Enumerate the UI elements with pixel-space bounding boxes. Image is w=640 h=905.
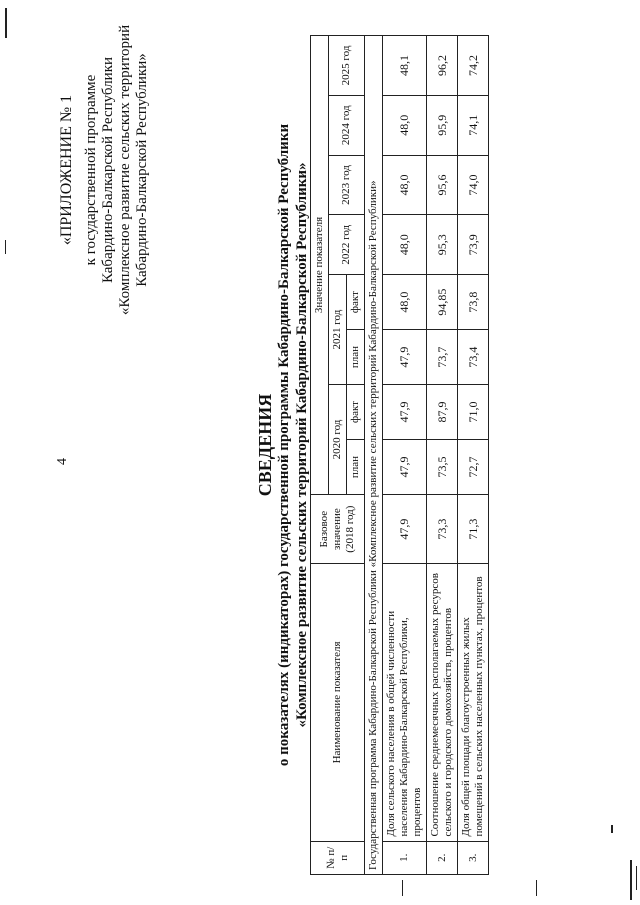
row-plan-2021: 47,9 xyxy=(383,330,427,385)
row-value-2022: 95,3 xyxy=(427,215,458,275)
row-indicator-name: Доля сельского населения в общей численности населения Кабардино-Балкарской Республики, процентов xyxy=(383,564,427,841)
row-value-2024: 74,1 xyxy=(458,95,489,155)
row-base-value: 71,3 xyxy=(458,494,489,563)
row-number: 1. xyxy=(383,841,427,874)
row-fact-2020: 47,9 xyxy=(383,385,427,440)
row-value-2025: 74,2 xyxy=(458,36,489,96)
header-number: № п/п xyxy=(311,841,365,874)
indicators-table xyxy=(310,35,489,875)
header-value-group: Значение показателя xyxy=(311,36,329,495)
header-year-2024: 2024 год xyxy=(329,95,365,155)
row-value-2023: 48,0 xyxy=(383,155,427,215)
table-row xyxy=(458,36,489,875)
header-year-2023: 2023 год xyxy=(329,155,365,215)
row-value-2024: 95,9 xyxy=(427,95,458,155)
row-number: 3. xyxy=(458,841,489,874)
table-row xyxy=(427,36,458,875)
row-fact-2021: 73,8 xyxy=(458,275,489,330)
row-plan-2020: 47,9 xyxy=(383,440,427,495)
appendix-line: к государственной программе xyxy=(83,74,99,266)
row-fact-2021: 94,85 xyxy=(427,275,458,330)
row-base-value: 47,9 xyxy=(383,494,427,563)
appendix-block xyxy=(58,20,151,320)
row-plan-2021: 73,7 xyxy=(427,330,458,385)
row-value-2025: 48,1 xyxy=(383,36,427,96)
header-year-2020: 2020 год xyxy=(329,385,347,495)
page-number: 4 xyxy=(55,458,70,465)
row-indicator-name: Доля общей площади благоустроенных жилых помещений в сельских населенных пунктах, процентов xyxy=(458,564,489,841)
heading-line: «Комплексное развитие сельских территорий Кабардино-Балкарской Республики» xyxy=(294,162,310,728)
appendix-line: Кабардино-Балкарской Республики xyxy=(100,56,116,284)
row-number: 2. xyxy=(427,841,458,874)
row-fact-2020: 87,9 xyxy=(427,385,458,440)
header-year-2022: 2022 год xyxy=(329,215,365,275)
appendix-line: «Комплексное развитие сельских территорий xyxy=(117,24,133,316)
row-base-value: 73,3 xyxy=(427,494,458,563)
row-value-2025: 96,2 xyxy=(427,36,458,96)
row-value-2022: 48,0 xyxy=(383,215,427,275)
heading-title: СВЕДЕНИЯ xyxy=(255,393,275,497)
row-plan-2020: 72,7 xyxy=(458,440,489,495)
section-row: Государственная программа Кабардино-Балкарской Республики «Комплексное развитие сельских территорий Кабардино-Балкарской Республики» xyxy=(365,36,383,875)
header-base-value: Базовое значение (2018 год) xyxy=(311,494,365,563)
header-plan: план xyxy=(347,440,365,495)
row-plan-2021: 73,4 xyxy=(458,330,489,385)
header-year-2021: 2021 год xyxy=(329,275,347,385)
appendix-title: «ПРИЛОЖЕНИЕ № 1 xyxy=(58,94,75,246)
appendix-line: Кабардино-Балкарской Республики» xyxy=(134,53,150,287)
header-fact: факт xyxy=(347,275,365,330)
row-value-2024: 48,0 xyxy=(383,95,427,155)
row-fact-2020: 71,0 xyxy=(458,385,489,440)
heading-line: о показателях (индикаторах) государственной программы Кабардино-Балкарской Республики xyxy=(276,123,292,767)
document-heading xyxy=(255,45,311,845)
header-fact: факт xyxy=(347,385,365,440)
row-indicator-name: Соотношение среднемесячных располагаемых ресурсов сельского и городского домохозяйств, процентов xyxy=(427,564,458,841)
header-plan: план xyxy=(347,330,365,385)
row-fact-2021: 48,0 xyxy=(383,275,427,330)
row-plan-2020: 73,5 xyxy=(427,440,458,495)
table-row xyxy=(383,36,427,875)
row-value-2023: 74,0 xyxy=(458,155,489,215)
row-value-2023: 95,6 xyxy=(427,155,458,215)
header-year-2025: 2025 год xyxy=(329,36,365,96)
header-name: Наименование показателя xyxy=(311,564,365,841)
row-value-2022: 73,9 xyxy=(458,215,489,275)
